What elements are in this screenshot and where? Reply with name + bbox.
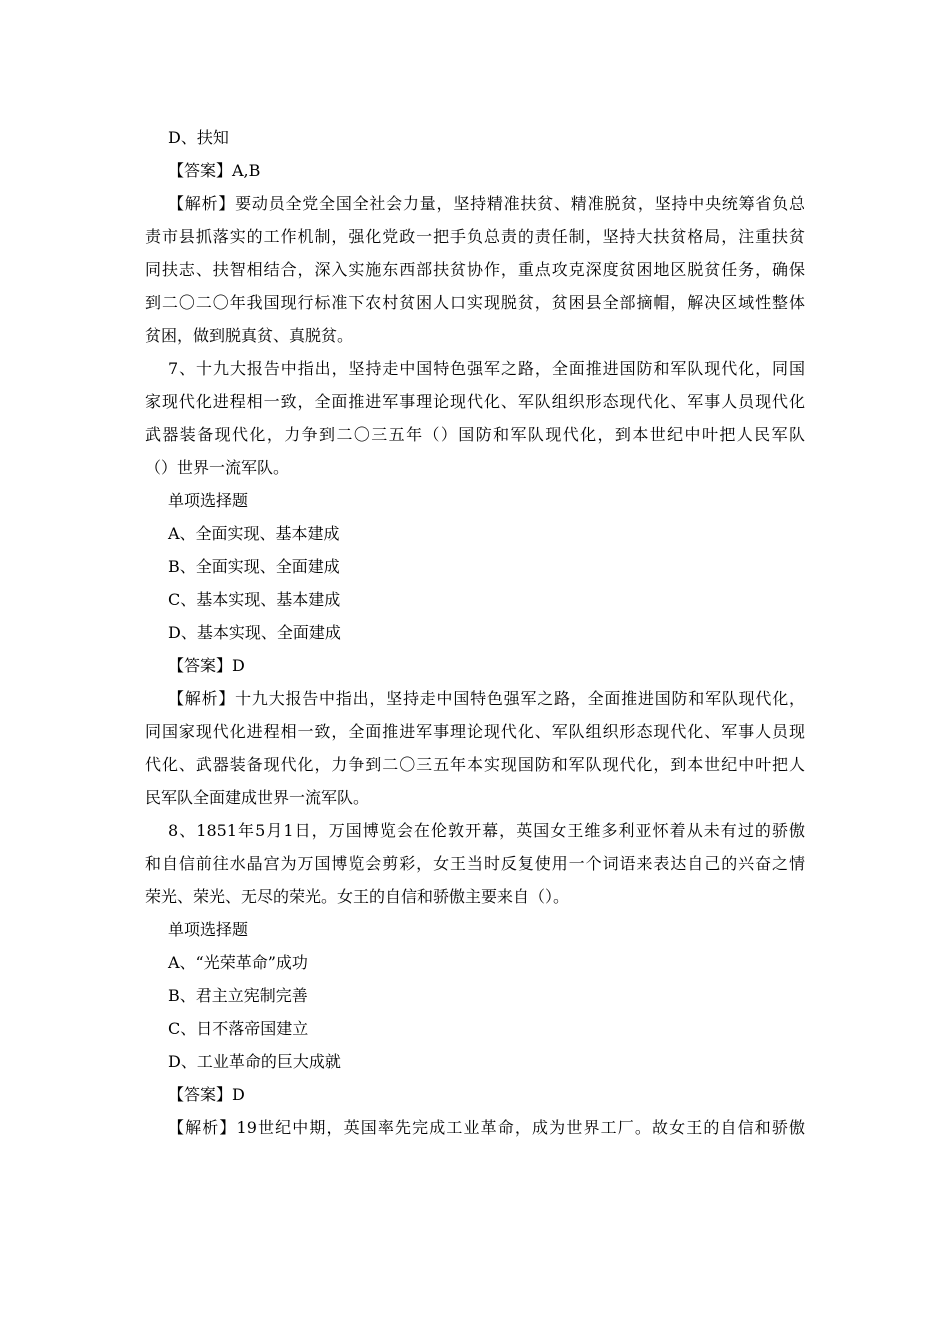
analysis-q8-line-1: 【解析】19世纪中期，英国率先完成工业革命，成为世界工厂。故女王的自信和骄傲	[168, 1118, 805, 1137]
question-7-type: 单项选择题	[168, 491, 249, 510]
analysis-q7-line-4: 民军队全面建成世界一流军队。	[145, 788, 370, 807]
question-8-line-2: 和自信前往水晶宫为万国博览会剪彩，女王当时反复使用一个词语来表达自己的兴奋之情	[145, 854, 805, 873]
analysis-q7-line-1: 【解析】十九大报告中指出，坚持走中国特色强军之路，全面推进国防和军队现代化，	[168, 689, 805, 708]
analysis-q7-line-3: 代化、武器装备现代化，力争到二〇三五年本实现国防和军队现代化，到本世纪中叶把人	[145, 755, 805, 774]
option-b-q8: B、君主立宪制完善	[168, 986, 308, 1005]
answer-q8: 【答案】D	[168, 1085, 245, 1104]
option-a-q8: A、“光荣革命”成功	[168, 953, 308, 972]
option-c-q8: C、日不落帝国建立	[168, 1019, 309, 1038]
analysis-q6-line-4: 到二〇二〇年我国现行标准下农村贫困人口实现脱贫，贫困县全部摘帽，解决区域性整体	[145, 293, 805, 312]
answer-q6: 【答案】A,B	[168, 161, 261, 180]
question-8-line-3: 荣光、荣光、无尽的荣光。女王的自信和骄傲主要来自（）。	[145, 887, 570, 906]
question-8-type: 单项选择题	[168, 920, 249, 939]
question-7-line-4: （）世界一流军队。	[145, 458, 290, 477]
answer-q7: 【答案】D	[168, 656, 245, 675]
analysis-q6-line-5: 贫困，做到脱真贫、真脱贫。	[145, 326, 354, 345]
question-7-line-3: 武器装备现代化，力争到二〇三五年（）国防和军队现代化，到本世纪中叶把人民军队	[145, 425, 805, 444]
analysis-q6-line-3: 同扶志、扶智相结合，深入实施东西部扶贫协作，重点攻克深度贫困地区脱贫任务，确保	[145, 260, 805, 279]
analysis-q6-line-2: 责市县抓落实的工作机制，强化党政一把手负总责的责任制，坚持大扶贫格局，注重扶贫	[145, 227, 805, 246]
question-8-line-1: 8、1851年5月1日，万国博览会在伦敦开幕，英国女王维多利亚怀着从未有过的骄傲	[168, 821, 805, 840]
analysis-q7-line-2: 同国家现代化进程相一致，全面推进军事理论现代化、军队组织形态现代化、军事人员现	[145, 722, 805, 741]
analysis-q6-line-1: 【解析】要动员全党全国全社会力量，坚持精准扶贫、精准脱贫，坚持中央统筹省负总	[168, 194, 805, 213]
option-d-q8: D、工业革命的巨大成就	[168, 1052, 341, 1071]
option-d-q7: D、基本实现、全面建成	[168, 623, 341, 642]
option-a-q7: A、全面实现、基本建成	[168, 524, 340, 543]
option-d-q6: D、扶知	[168, 128, 229, 147]
option-c-q7: C、基本实现、基本建成	[168, 590, 341, 609]
option-b-q7: B、全面实现、全面建成	[168, 557, 340, 576]
question-7-line-1: 7、十九大报告中指出，坚持走中国特色强军之路，全面推进国防和军队现代化，同国	[168, 359, 805, 378]
question-7-line-2: 家现代化进程相一致，全面推进军事理论现代化、军队组织形态现代化、军事人员现代化	[145, 392, 805, 411]
